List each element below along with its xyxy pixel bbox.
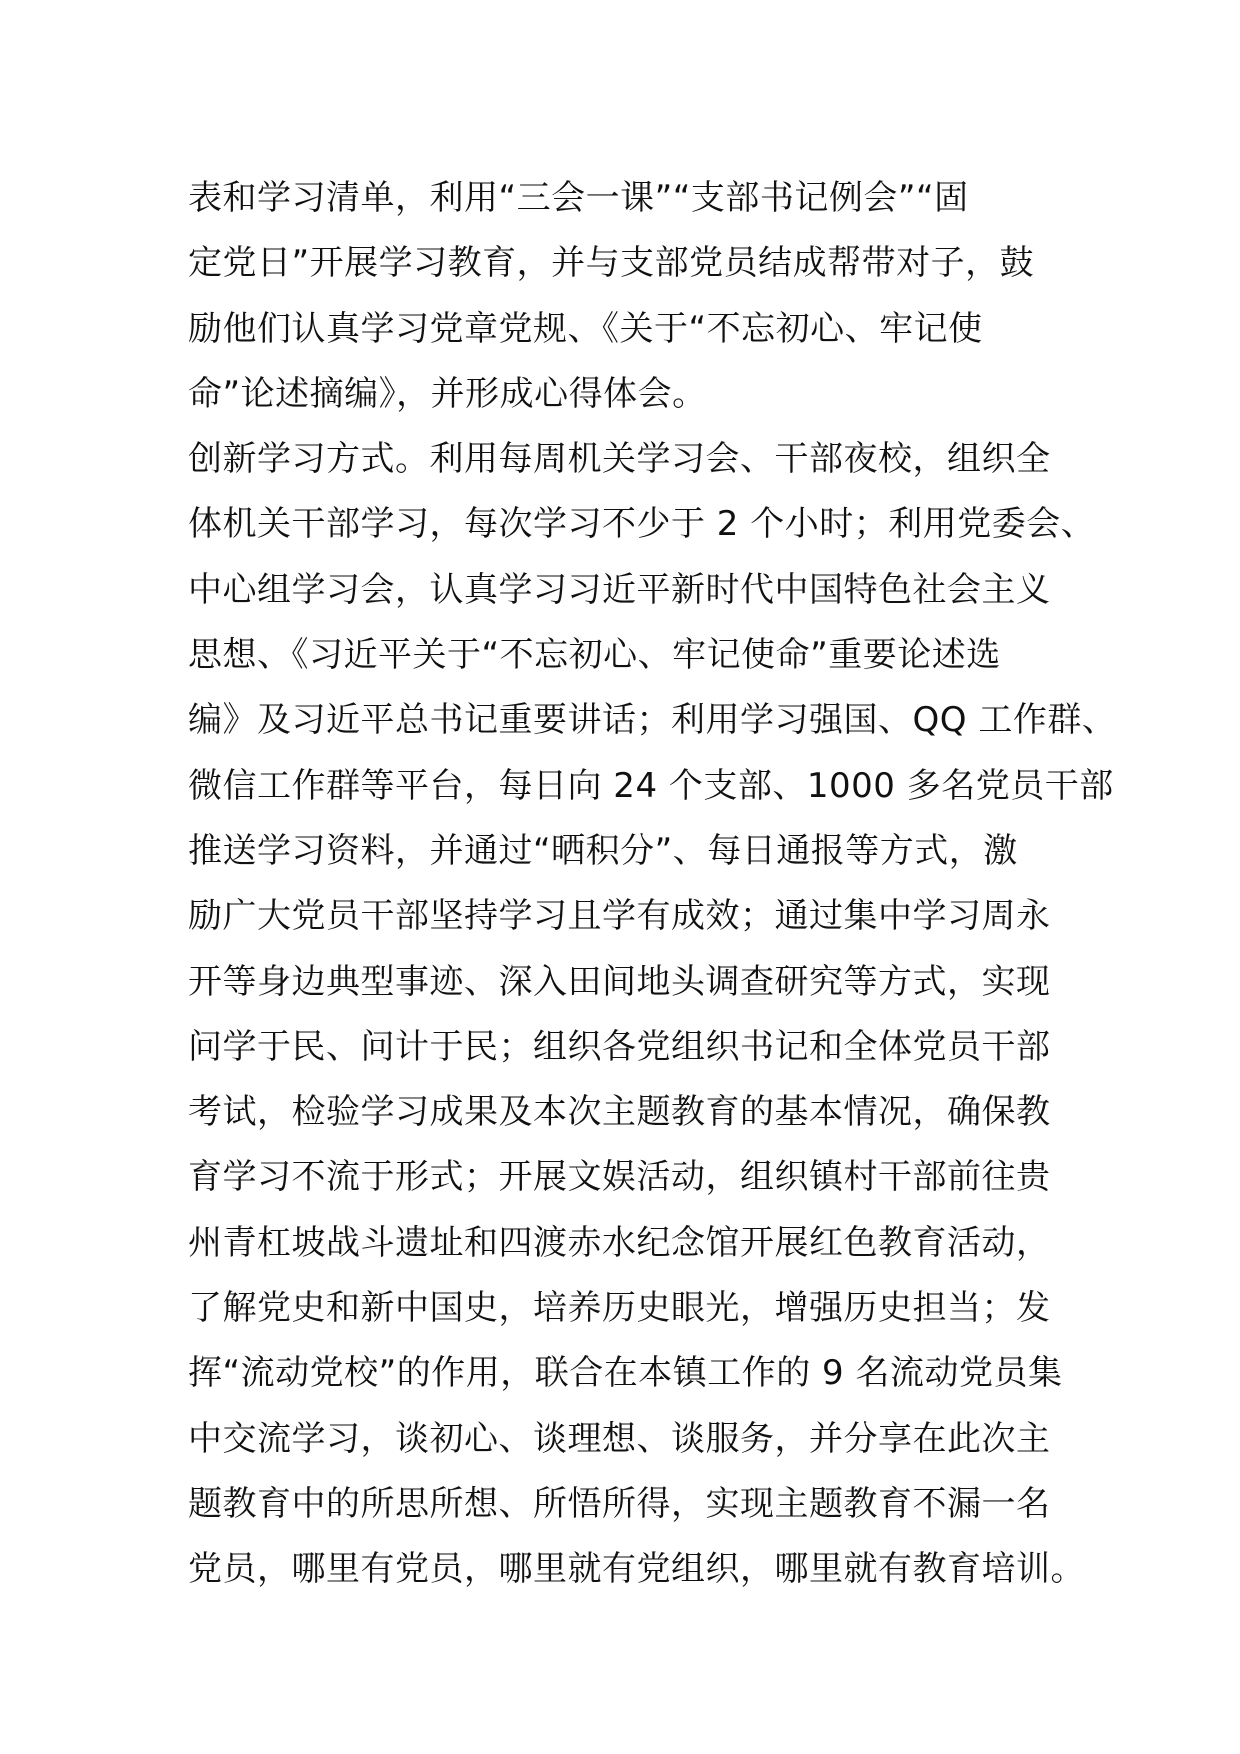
text-line: 微信工作群等平台，每日向 24 个支部、1000 多名党员干部: [188, 765, 1114, 806]
text-line: 定党日”开展学习教育，并与支部党员结成帮带对子，鼓: [188, 243, 1035, 284]
text-line: 党员，哪里有党员，哪里就有党组织，哪里就有教育培训。: [188, 1549, 1085, 1590]
text-line: 推送学习资料，并通过“晒积分”、每日通报等方式，激: [188, 830, 1018, 871]
text-line: 体机关干部学习，每次学习不少于 2 个小时；利用党委会、: [188, 504, 1096, 545]
text-line: 表和学习清单，利用“三会一课”“支部书记例会”“固: [188, 178, 969, 218]
text-line: 育学习不流于形式；开展文娱活动，组织镇村干部前往贵: [188, 1157, 1051, 1198]
text-line: 开等身边典型事迹、深入田间地头调查研究等方式，实现: [188, 961, 1051, 1002]
text-line: 创新学习方式。利用每周机关学习会、干部夜校，组织全: [188, 439, 1051, 480]
text-line: 州青杠坡战斗遗址和四渡赤水纪念馆开展红色教育活动，: [188, 1222, 1051, 1263]
text-line: 中心组学习会，认真学习习近平新时代中国特色社会主义: [188, 569, 1051, 610]
text-line: 编》及习近平总书记重要讲话；利用学习强国、QQ 工作群、: [188, 700, 1117, 741]
text-line: 了解党史和新中国史，培养历史眼光，增强历史担当；发: [188, 1288, 1051, 1329]
text-line: 中交流学习，谈初心、谈理想、谈服务，并分享在此次主: [188, 1418, 1051, 1459]
body-text: [188, 166, 1117, 1603]
text-line: 考试，检验学习成果及本次主题教育的基本情况，确保教: [188, 1092, 1051, 1133]
text-line: 励他们认真学习党章党规、《关于“不忘初心、牢记使: [188, 308, 983, 349]
text-line: 励广大党员干部坚持学习且学有成效；通过集中学习周永: [188, 896, 1051, 937]
text-line: 问学于民、问计于民；组织各党组织书记和全体党员干部: [188, 1026, 1051, 1067]
text-line: 挥“流动党校”的作用，联合在本镇工作的 9 名流动党员集: [188, 1353, 1063, 1394]
text-line: 题教育中的所思所想、所悟所得，实现主题教育不漏一名: [188, 1483, 1051, 1524]
text-line: 命”论述摘编》，并形成心得体会。: [188, 373, 707, 414]
text-line: 思想、《习近平关于“不忘初心、牢记使命”重要论述选: [188, 635, 1001, 676]
